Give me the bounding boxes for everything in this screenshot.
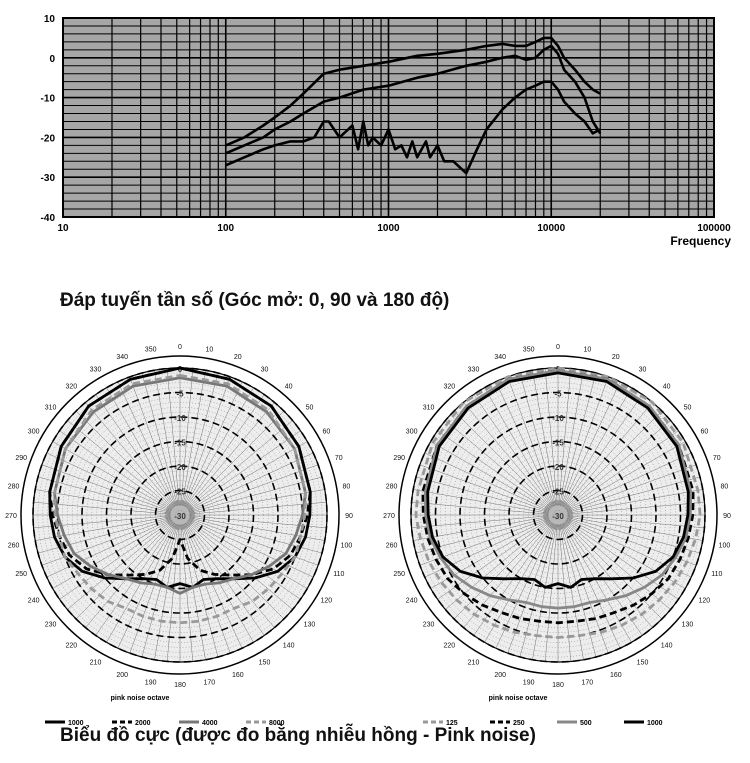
y-tick-label: -40 [40, 213, 55, 224]
polar-left-angle-tick: 120 [320, 597, 333, 605]
polar-right-angle-tick: 310 [422, 404, 435, 412]
polar-right-legend-label: 1000 [647, 720, 663, 727]
polar-right-angle-tick: 140 [660, 642, 673, 650]
polar-right-angle-tick: 350 [522, 346, 535, 354]
polar-left-angle-tick: 150 [258, 659, 271, 667]
polar-right-radial-tick: -10 [552, 414, 564, 423]
polar-right-angle-tick: 120 [698, 597, 711, 605]
polar-left-angle-tick: 160 [231, 671, 244, 679]
polar-left-legend-label: 4000 [202, 720, 218, 727]
polar-left-angle-tick: 220 [65, 642, 78, 650]
polar-left-radial-tick: 0 [177, 365, 183, 374]
polar-right-angle-tick: 260 [385, 542, 398, 550]
polar-left-angle-tick: 20 [233, 354, 242, 362]
polar-right-angle-tick: 40 [662, 383, 671, 391]
polar-right-legend-label: 500 [580, 720, 592, 727]
polar-right-angle-tick: 90 [723, 513, 731, 520]
polar-chart-right [375, 0, 750, 727]
polar-left-angle-tick: 170 [203, 679, 216, 687]
polar-left-angle-tick: 180 [174, 682, 186, 689]
polar-left-angle-tick: 230 [44, 621, 57, 629]
polar-right-angle-tick: 240 [405, 597, 418, 605]
polar-right-angle-tick: 230 [422, 621, 435, 629]
polar-right-radial-tick: -5 [554, 389, 562, 399]
y-tick-label: -30 [40, 173, 55, 185]
polar-right-radial-tick: -20 [552, 463, 564, 472]
polar-left-angle-tick: 40 [284, 383, 293, 391]
polar-right-radial-tick: -30 [552, 512, 564, 521]
polar-left-angle-tick: 210 [89, 659, 102, 667]
polar-left-angle-tick: 320 [65, 383, 78, 391]
polar-left-legend-label: 8000 [269, 720, 285, 727]
polar-left-angle-tick: 280 [7, 483, 20, 491]
polar-right-radial-tick: -15 [552, 438, 564, 448]
polar-left-radial-tick: -20 [174, 463, 186, 472]
polar-left-angle-tick: 70 [334, 455, 343, 463]
polar-left-angle-tick: 60 [322, 428, 331, 436]
polar-right-angle-tick: 170 [581, 679, 594, 687]
polar-right-angle-tick: 340 [494, 354, 507, 362]
polar-left-angle-tick: 250 [15, 570, 28, 578]
polar-left-angle-tick: 300 [27, 428, 40, 436]
polar-right-angle-tick: 60 [700, 428, 709, 436]
polar-right-angle-tick: 150 [636, 659, 649, 667]
polar-right-angle-tick: 330 [467, 366, 480, 374]
polar-left-angle-tick: 130 [303, 621, 316, 629]
polar-left-angle-tick: 200 [116, 671, 129, 679]
polar-left-angle-tick: 30 [260, 366, 269, 374]
polar-right-radial-tick: -25 [552, 487, 564, 497]
polar-right-angle-tick: 110 [711, 570, 723, 578]
polar-right-legend-label: 125 [446, 720, 458, 727]
y-tick-label: 0 [49, 53, 55, 65]
polar-right-angle-tick: 280 [385, 483, 398, 491]
frequency-response-caption: Đáp tuyến tần số (Góc mở: 0, 90 và 180 độ) [60, 290, 450, 311]
polar-right-angle-tick: 10 [583, 346, 592, 354]
y-tick-label: -10 [40, 93, 55, 105]
polar-plots-caption: Biểu đồ cực (được đo bằng nhiễu hồng - Pink noise) [60, 725, 536, 746]
polar-left-angle-tick: 140 [282, 642, 295, 650]
polar-right-angle-tick: 0 [556, 344, 560, 351]
polar-right-radial-tick: 0 [555, 365, 561, 374]
polar-right-angle-tick: 190 [522, 679, 535, 687]
polar-right-angle-tick: 220 [443, 642, 456, 650]
polar-right-angle-tick: 180 [552, 682, 564, 689]
polar-right-xlabel: pink noise octave [488, 695, 548, 702]
polar-right-angle-tick: 270 [383, 513, 395, 520]
polar-left-radial-tick: -10 [174, 414, 186, 423]
polar-left-angle-tick: 190 [144, 679, 157, 687]
polar-left-angle-tick: 340 [116, 354, 129, 362]
polar-right-angle-tick: 250 [393, 570, 406, 578]
polar-right-angle-tick: 30 [638, 366, 647, 374]
polar-left-angle-tick: 270 [5, 513, 17, 520]
polar-left-angle-tick: 330 [89, 366, 102, 374]
polar-left-legend-label: 2000 [135, 720, 151, 727]
x-tick-label: 100 [217, 223, 235, 234]
polar-right-angle-tick: 290 [393, 455, 406, 463]
polar-left-angle-tick: 50 [305, 404, 314, 412]
polar-left-xlabel: pink noise octave [110, 695, 170, 702]
polar-left-angle-tick: 260 [7, 542, 20, 550]
polar-left-radial-tick: -15 [174, 438, 186, 448]
x-tick-label: 100000 [697, 223, 731, 234]
y-tick-label: 10 [43, 14, 55, 25]
polar-left-angle-tick: 350 [144, 346, 157, 354]
polar-left-angle-tick: 310 [44, 404, 57, 412]
polar-left-legend-label: 1000 [68, 720, 84, 727]
polar-left-angle-tick: 240 [27, 597, 40, 605]
polar-right-angle-tick: 70 [712, 455, 721, 463]
polar-left-radial-tick: -25 [174, 487, 186, 497]
polar-right-angle-tick: 130 [681, 621, 694, 629]
polar-right-angle-tick: 50 [683, 404, 692, 412]
polar-right-angle-tick: 210 [467, 659, 480, 667]
x-tick-label: 1000 [377, 223, 400, 234]
polar-left-radial-tick: -30 [174, 512, 186, 521]
polar-left-angle-tick: 10 [205, 346, 214, 354]
polar-right-angle-tick: 160 [609, 671, 622, 679]
polar-left-angle-tick: 100 [340, 542, 353, 550]
x-axis-label: Frequency [670, 234, 731, 248]
polar-left-radial-tick: -5 [176, 389, 184, 399]
polar-right-angle-tick: 320 [443, 383, 456, 391]
polar-right-angle-tick: 300 [405, 428, 418, 436]
polar-left-angle-tick: 90 [345, 513, 353, 520]
polar-right-angle-tick: 20 [611, 354, 620, 362]
polar-chart-left [0, 0, 375, 727]
polar-left-angle-tick: 110 [333, 570, 345, 578]
polar-left-angle-tick: 80 [342, 483, 351, 491]
polar-right-angle-tick: 100 [718, 542, 731, 550]
polar-right-legend-label: 250 [513, 720, 525, 727]
x-tick-label: 10 [57, 223, 69, 234]
y-tick-label: -20 [40, 133, 55, 145]
x-tick-label: 10000 [537, 223, 566, 234]
polar-right-angle-tick: 200 [494, 671, 507, 679]
polar-left-angle-tick: 290 [15, 455, 28, 463]
polar-left-angle-tick: 0 [178, 344, 182, 351]
polar-right-angle-tick: 80 [720, 483, 729, 491]
